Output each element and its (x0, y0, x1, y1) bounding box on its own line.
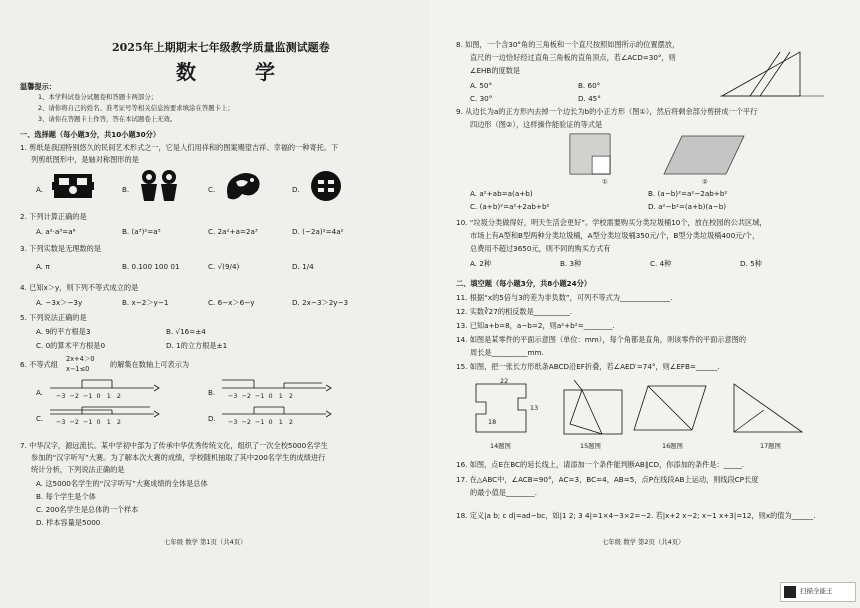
option-text: C. (a+b)²=a²+2ab+b² (470, 202, 550, 211)
question-14-text: 周长是__________mm. (470, 348, 544, 357)
question-17-text: 17. 在△ABC中，∠ACB=90°，AC=3，BC=4，AB=5，点P在线段AB上运动，则线段CP长度 (456, 475, 759, 484)
page-footer-right: 七年级 数学 第2页（共4页） (602, 538, 685, 546)
figure-16-diagram (634, 382, 714, 438)
option-text: B. √16=±4 (166, 327, 206, 336)
option-label: D. (208, 414, 216, 423)
question-9-text: 9. 从边长为a的正方形内去掉一个边长为b的小正方形（图①），然后将剩余部分剪拼成一个平行 (456, 107, 758, 116)
figure-15-diagram (560, 378, 630, 440)
option-text: A. a²·a³=a⁶ (36, 227, 76, 236)
notice-item: 1、本学科试卷分试题卷和答题卡两部分； (38, 93, 158, 101)
question-5-text: 5. 下列说法正确的是 (20, 313, 87, 322)
subject-title: 数 学 (176, 60, 301, 84)
question-18-text: 18. 定义|a b; c d|=ad−bc，如|1 2; 3 4|=1×4−3×2=−2. 若|x+2 x−2; x−1 x+3|=12，则x的值为______. (456, 511, 816, 520)
question-7-text: 7. 中华汉字，源远流长。某中学初中部为了传承中华优秀传统文化，组织了一次全校5000名学生 (20, 441, 328, 450)
option-text: C. 200名学生是总体的一个样本 (36, 505, 139, 514)
option-text: B. 每个学生是个体 (36, 492, 96, 501)
figure-caption: 17题图 (760, 442, 781, 450)
option-text: C. √(9/4) (208, 262, 240, 271)
option-text: D. 2x−3＞2y−3 (292, 298, 349, 307)
notice-item: 3、请你在答题卡上作答，答在本试题卷上无效。 (38, 115, 177, 123)
page-footer-left: 七年级 数学 第1页（共4页） (164, 538, 247, 546)
option-label: C. (36, 414, 44, 423)
scanner-label: 扫描全能王 (800, 587, 833, 595)
question-11-text: 11. 根据“x的5倍与3的差为非负数”，可列不等式为______________. (456, 293, 673, 302)
exam-page-right (430, 0, 860, 608)
question-6-tail: 的解集在数轴上可表示为 (110, 360, 190, 369)
figure-caption: 14题图 (490, 442, 511, 450)
scanner-watermark (780, 582, 856, 602)
question-2-text: 2. 下列计算正确的是 (20, 212, 87, 221)
figure-caption: ② (702, 178, 708, 186)
option-label: B. (208, 388, 216, 397)
section-heading-fill: 二、填空题（每小题3分，共8小题24分） (456, 279, 592, 288)
option-text: D. (−2a)²=4a² (292, 227, 344, 236)
tick-labels: −3 −2 −1 0 1 2 (228, 418, 293, 426)
question-8-text: ∠EHB的度数是 (470, 66, 521, 75)
option-text: C. 30° (470, 94, 493, 103)
option-text: C. 4种 (650, 259, 672, 268)
option-text: B. (a−b)²=a²−2ab+b² (648, 189, 728, 198)
exam-title: 2025年上期期末七年级教学质量监测试题卷 (112, 41, 330, 54)
notice-item: 2、请你将自己的姓名、准考证号等相关信息按要求填涂在答题卡上； (38, 104, 234, 112)
option-label: C. (208, 185, 216, 194)
option-text: A. 这5000名学生的“汉字听写”大赛成绩的全体是总体 (36, 479, 208, 488)
question-16-text: 16. 如图，点E在BC的延长线上，请添加一个条件能判断AB∥CD，你添加的条件是：_____. (456, 460, 744, 469)
option-text: A. −3x＞−3y (36, 298, 83, 307)
option-text: B. (a³)²=a⁵ (122, 227, 161, 236)
tick-labels: −3 −2 −1 0 1 2 (56, 418, 121, 426)
question-10-text: 总费用不超过3650元，则不同的购买方式有 (470, 244, 611, 253)
question-9-text: 四边形（图②），这样操作能验证的等式是 (470, 120, 603, 129)
option-text: B. x−2＞y−1 (122, 298, 169, 307)
parallelogram-figure-2 (660, 132, 750, 178)
option-text: C. 6−x＞6−y (208, 298, 255, 307)
notice-title: 温馨提示： (20, 82, 56, 91)
question-7-text: 参加的“汉字听写”大赛。为了解本次大赛的成绩，学校随机抽取了其中200名学生的成绩进行 (31, 453, 326, 462)
figure-caption: 15题图 (580, 442, 601, 450)
option-text: A. a²+ab=a(a+b) (470, 189, 533, 198)
papercut-image-c (222, 168, 262, 198)
figure-17-diagram (730, 380, 810, 438)
question-3-text: 3. 下列实数是无理数的是 (20, 244, 102, 253)
question-7-text: 统计分析，下列说法正确的是 (31, 465, 125, 474)
option-label: A. (36, 388, 44, 397)
papercut-image-d (306, 168, 346, 198)
tick-labels: −3 −2 −1 0 1 2 (228, 392, 293, 400)
option-text: D. 1的立方根是±1 (166, 341, 228, 350)
question-12-text: 12. 实数∛27的相反数是__________. (456, 307, 572, 316)
option-text: B. 3种 (560, 259, 582, 268)
option-label: D. (292, 185, 300, 194)
question-4-text: 4. 已知x＞y，则下列不等式成立的是 (20, 283, 139, 292)
question-8-text: 直尺的一边恰好经过直角三角板的直角顶点，若∠ACD=30°，则 (470, 53, 676, 62)
section-heading-choice: 一、选择题（每小题3分，共10小题30分） (20, 130, 161, 139)
question-13-text: 13. 已知a+b=8，a−b=2，则a²+b²=________. (456, 321, 615, 330)
dimension-label: 13 (530, 404, 539, 412)
figure-caption: 16题图 (662, 442, 683, 450)
option-text: A. π (36, 262, 50, 271)
question-1-text: 1. 剪纸是我国特别悠久的民间艺术形式之一，它是人们用祥和的图案赐望吉祥、幸福的一种寄托。下 (20, 143, 339, 152)
question-10-text: 市场上有A型和B型两种分类垃圾桶，A型分类垃圾桶350元/个，B型分类垃圾桶400元/个， (470, 231, 760, 240)
square-figure-1 (560, 132, 630, 178)
dimension-label: 22 (500, 377, 509, 385)
triangle-ruler-figure (720, 50, 830, 100)
option-text: C. 2a²+a=2a³ (208, 227, 258, 236)
question-6-text: 6. 不等式组 (20, 360, 58, 369)
question-8-text: 8. 如图，一个含30°角的三角板和一个直尺按照如图所示的位置摆放， (456, 40, 680, 49)
question-17-text: 的最小值是________. (470, 488, 537, 497)
option-label: B. (122, 185, 130, 194)
option-text: B. 0.100 100 01 (122, 262, 180, 271)
figure-caption: ① (602, 178, 608, 186)
option-text: A. 2种 (470, 259, 492, 268)
question-10-text: 10. “垃圾分类做得好，明天生活会更好”。学校需要购买分类垃圾桶10个，放在校园的公共区域， (456, 218, 767, 227)
option-text: D. a²−b²=(a+b)(a−b) (648, 202, 727, 211)
option-text: A. 50° (470, 81, 493, 90)
option-text: D. 样本容量是5000 (36, 518, 101, 527)
option-text: C. 0的算术平方根是0 (36, 341, 106, 350)
papercut-image-a (52, 170, 92, 200)
option-text: D. 5种 (740, 259, 762, 268)
question-1-text: 列剪纸图形中，是轴对称图形的是 (31, 155, 139, 164)
papercut-image-b (136, 168, 176, 198)
inequality-line-2: x−1≤0 (66, 365, 90, 373)
option-text: D. 45° (578, 94, 601, 103)
qr-code-icon (784, 586, 796, 598)
figure-14-diagram (472, 380, 552, 438)
tick-labels: −3 −2 −1 0 1 2 (56, 392, 121, 400)
option-text: A. 9的平方根是3 (36, 327, 91, 336)
option-text: D. 1/4 (292, 262, 314, 271)
option-label: A. (36, 185, 44, 194)
option-text: B. 60° (578, 81, 601, 90)
question-15-text: 15. 如图，把一张长方形纸条ABCD沿EF折叠，若∠AED′=74°，则∠EFB=______. (456, 362, 720, 371)
inequality-line-1: 2x+4＞0 (66, 355, 95, 363)
dimension-label: 18 (488, 418, 497, 426)
question-14-text: 14. 如图是某零件的平面示意图（单位：mm），每个角都是直角，则该零件的平面示意图的 (456, 335, 747, 344)
